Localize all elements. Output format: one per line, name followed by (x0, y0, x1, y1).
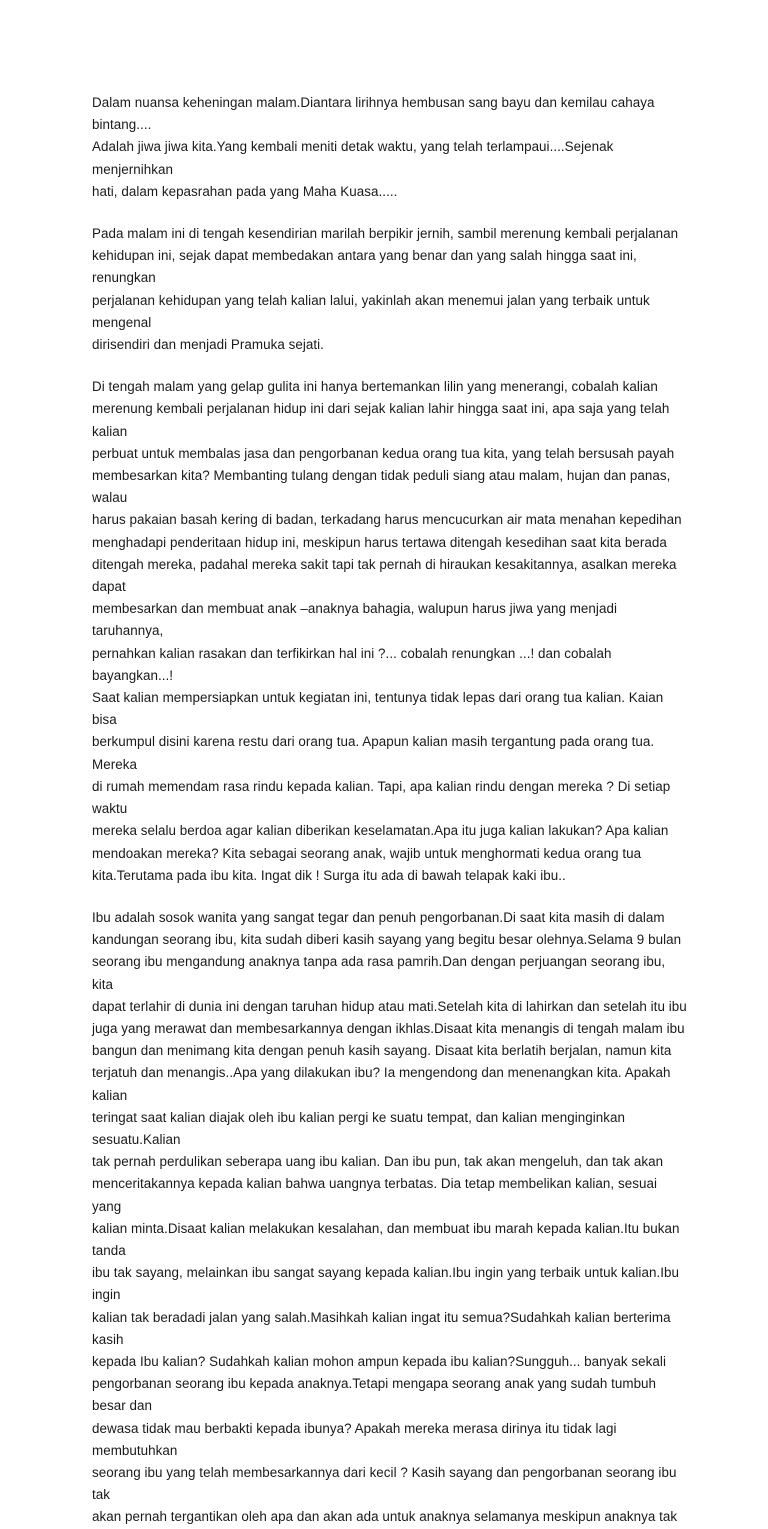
paragraph-mother: Ibu adalah sosok wanita yang sangat tegar dan penuh pengorbanan.Di saat kita masih di dalam kandungan seorang ibu, kita sudah diberi kasih sayang yang begitu besar olehnya.Selama 9 bulan seorang ibu mengandung anaknya tanpa ada rasa pamrih.Dan dengan perjuangan seorang ibu, kita dapat terlahir di dunia ini dengan taruhan hidup atau mati.Setelah kita di lahirkan dan setelah itu ibu juga yang merawat dan membesarkannya dengan ikhlas.Disaat kita menangis di tengah malam ibu bangun dan menimang kita dengan penuh kasih sayang. Disaat kita berlatih berjalan, namun kita terjatuh dan menangis..Apa yang dilakukan ibu? Ia mengendong dan menenangkan kita. Apakah kalian teringat saat kalian diajak oleh ibu kalian pergi ke suatu tempat, dan kalian menginginkan sesuatu.Kalian tak pernah perdulikan seberapa uang ibu kalian. Dan ibu pun, tak akan mengeluh, dan tak akan menceritakannya kepada kalian bahwa uangnya terbatas. Dia tetap membelikan kalian, sesuai yang kalian minta.Disaat kalian melakukan kesalahan, dan membuat ibu marah kepada kalian.Itu bukan tanda ibu tak sayang, melainkan ibu sangat sayang kepada kalian.Ibu ingin yang terbaik untuk kalian.Ibu ingin kalian tak beradadi jalan yang salah.Masihkah kalian ingat itu semua?Sudahkah kalian berterima kasih kepada Ibu kalian? Sudahkah kalian mohon ampun kepada ibu kalian?Sungguh... banyak sekali pengorbanan seorang ibu kepada anaknya.Tetapi mengapa seorang anak yang sudah tumbuh besar dan dewasa tidak mau berbakti kepada ibunya? Apakah mereka merasa dirinya itu tidak lagi membutuhkan seorang ibu yang telah membesarkannya dari kecil ? Kasih sayang dan pengorbanan seorang ibu tak akan pernah tergantikan oleh apa dan akan ada untuk anaknya selamanya meskipun anaknya tak (92, 909, 687, 1525)
paragraph-intro: Dalam nuansa keheningan malam.Diantara lirihnya hembusan sang bayu dan kemilau cahaya bintang.... Adalah jiwa jiwa kita.Yang kembali meniti detak waktu, yang telah terlampaui....Sejenak menjernihkan hati, dalam kepasrahan pada yang Maha Kuasa..... (92, 95, 655, 199)
paragraph-reflection: Pada malam ini di tengah kesendirian marilah berpikir jernih, sambil merenung kembali perjalanan kehidupan ini, sejak dapat membedakan antara yang benar dan yang salah hingga saat ini, renungkan perjalanan kehidupan yang telah kalian lalui, yakinlah akan menemui jalan yang terbaik untuk mengenal dirisendiri dan menjadi Pramuka sejati. (92, 226, 679, 353)
paragraph-parents: Di tengah malam yang gelap gulita ini hanya bertemankan lilin yang menerangi, cobalah kalian merenung kembali perjalanan hidup ini dari sejak kalian lahir hingga saat ini, apa saja yang telah kalian perbuat untuk membalas jasa dan pengorbanan kedua orang tua kita, yang telah bersusah payah membesarkan kita? Membanting tulang dengan tidak peduli siang atau malam, hujan dan panas, walau harus pakaian basah kering di badan, terkadang harus mencucurkan air mata menahan kepedihan menghadapi penderitaan hidup ini, meskipun harus tertawa ditengah kesedihan saat kita berada ditengah mereka, padahal mereka sakit tapi tak pernah di hiraukan kesakitannya, asalkan mereka dapat membesarkan dan membuat anak –anaknya bahagia, walupun harus jiwa yang menjadi taruhannya, pernahkan kalian rasakan dan terfikirkan hal ini ?... cobalah renungkan ...! dan cobalah bayangkan...! Saat kalian mempersiapkan untuk kegiatan ini, tentunya tidak lepas dari orang tua kalian. Kaian bisa berkumpul disini karena restu dari orang tua. Apapun kalian masih tergantung pada orang tua. Mereka di rumah memendam rasa rindu kepada kalian. Tapi, apa kalian rindu dengan mereka ? Di setiap waktu mereka selalu berdoa agar kalian diberikan keselamatan.Apa itu juga kalian lakukan? Apa kalian mendoakan mereka? Kita sebagai seorang anak, wajib untuk menghormati kedua orang tua kita.Terutama pada ibu kita. Ingat dik ! Surga itu ada di bawah telapak kaki ibu.. (92, 379, 682, 883)
